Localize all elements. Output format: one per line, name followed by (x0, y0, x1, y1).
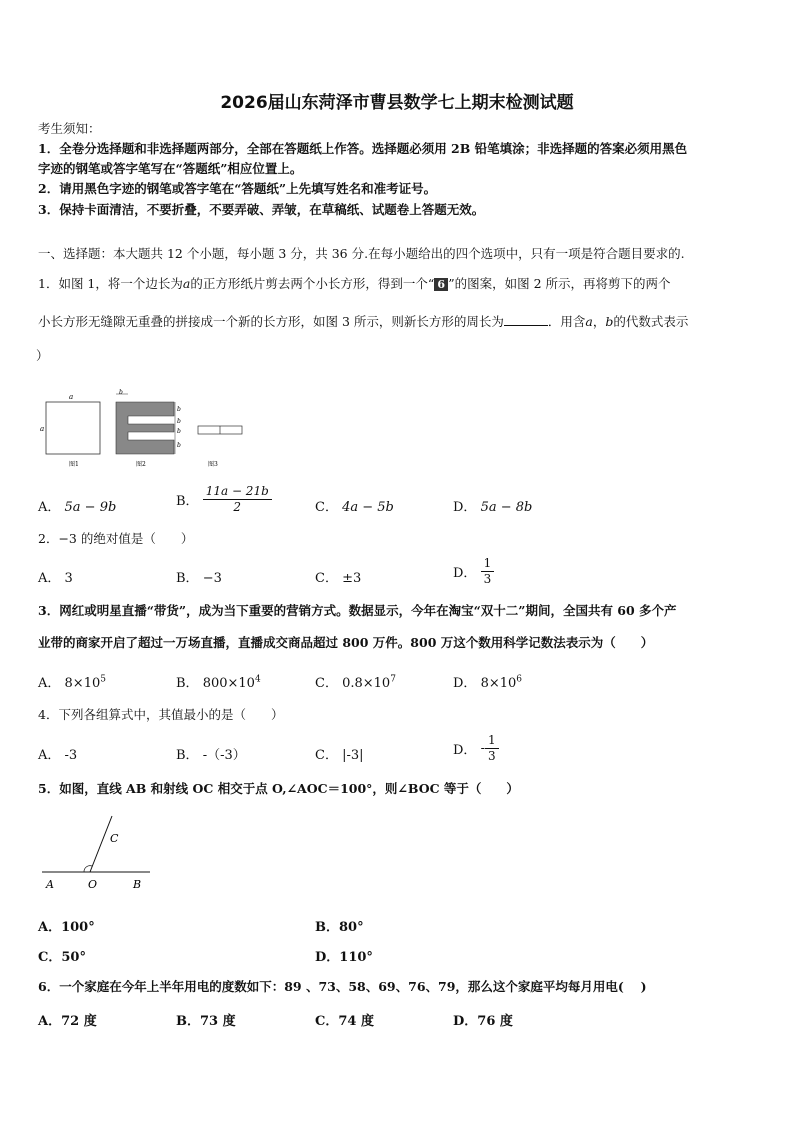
fig2-six-shape (116, 402, 174, 454)
answer-blank[interactable] (504, 313, 548, 326)
q1-option-c[interactable]: C． 4a − 5b (315, 500, 394, 515)
q1-text-2b: ．用含 (547, 314, 586, 329)
q5-option-d[interactable]: D．110° (315, 950, 373, 965)
label-a: A (46, 878, 54, 891)
q5-figure (38, 812, 158, 894)
q2-option-d[interactable]: D． $\frac{1}{3}$ (453, 556, 494, 587)
q3-option-c[interactable]: C． $0.8\times 10^7$ (315, 674, 396, 691)
q1-option-a[interactable]: A． 5a − 9b (38, 500, 117, 515)
q1-option-b[interactable]: B． $\frac{11a - 21b}{2}$ (176, 484, 272, 515)
q1-text-2c: 的代数式表示 (613, 314, 689, 329)
q6-option-d[interactable]: D．76 度 (453, 1014, 513, 1029)
fig2-label-b-3: b (177, 418, 181, 425)
q1-option-d[interactable]: D． 5a − 8b (453, 500, 533, 515)
q2-stem: 2．−3 的绝对值是（ ） (38, 531, 194, 546)
q3-option-d[interactable]: D． $8\times 10^6$ (453, 674, 523, 691)
q2-option-b[interactable]: B． −3 (176, 571, 222, 586)
label-o: O (88, 878, 98, 891)
fig2-label-b-top: b (119, 389, 123, 396)
q1-var-b: b (605, 314, 614, 329)
fig2-label-b-4: b (177, 428, 181, 435)
notice-item-1a: 1．全卷分选择题和非选择题两部分，全部在答题纸上作答。选择题必须用 2B 铅笔填涂；非选择题的答案必须用黑色 (38, 141, 688, 156)
fig1-square (46, 402, 100, 454)
q6-stem: 6．一个家庭在今年上半年用电的度数如下：89 、73、58、69、76、79，那么这个家庭平均每月用电( ) (38, 979, 647, 994)
q2-option-c[interactable]: C． ±3 (315, 571, 362, 586)
q3-option-a[interactable]: A． $8\times 10^5$ (38, 674, 106, 691)
notice-heading: 考生须知： (38, 121, 101, 136)
q1-var-a: a (182, 276, 191, 291)
section-heading: 一、选择题：本大题共 12 个小题，每小题 3 分，共 36 分.在每小题给出的四个选项中，只有一项是符合题目要求的. (38, 246, 685, 261)
fig2-label-b-2: b (177, 406, 181, 413)
ray-oc (90, 816, 112, 872)
notice-item-2: 2．请用黑色字迹的钢笔或答字笔在“答题纸”上先填写姓名和准考证号。 (38, 181, 437, 196)
fig1-label-a-left: a (40, 425, 45, 433)
fig3-caption: 图3 (208, 461, 218, 468)
six-shape-icon: 6 (434, 278, 448, 291)
label-b: B (133, 878, 142, 891)
q5-option-a[interactable]: A．100° (38, 920, 95, 935)
q4-option-d[interactable]: D． - $\frac{1}{3}$ (453, 733, 499, 764)
label-c: C (110, 832, 119, 845)
q5-option-b[interactable]: B．80° (315, 920, 364, 935)
q5-stem: 5．如图，直线 AB 和射线 OC 相交于点 O,∠AOC＝100°，则∠BOC 等于（ ） (38, 781, 519, 796)
notice-item-1b: 字迹的钢笔或答字笔写在“答题纸”相应位置上。 (38, 161, 303, 176)
q1-text-1a: 1．如图 1，将一个边长为 (38, 276, 183, 291)
notice-item-3: 3．保持卡面清洁，不要折叠，不要弄破、弄皱，在草稿纸、试题卷上答题无效。 (38, 202, 485, 217)
q6-option-a[interactable]: A．72 度 (38, 1014, 97, 1029)
q1-line-2 (38, 313, 688, 331)
q1-text-2a: 小长方形无缝隙无重叠的拼接成一个新的长方形，如图 3 所示，则新长方形的周长为 (38, 314, 504, 329)
q1-text-1b: 的正方形纸片剪去两个小长方形，得到一个“ (190, 276, 435, 291)
q1-text-1c: ”的图案，如图 2 所示，再将剪下的两个 (448, 276, 671, 291)
fig2-label-b-5: b (177, 442, 181, 449)
q3-line-2: 业带的商家开启了超过一万场直播，直播成交商品超过 800 万件。800 万这个数用科学记数法表示为（ ） (38, 635, 654, 650)
page-title: 2026届山东菏泽市曹县数学七上期末检测试题 (220, 93, 574, 113)
q4-stem: 4．下列各组算式中，其值最小的是（ ） (38, 707, 284, 722)
q1-comma: ， (592, 314, 606, 329)
q6-option-c[interactable]: C．74 度 (315, 1014, 374, 1029)
q5-option-c[interactable]: C．50° (38, 950, 86, 965)
fig1-caption: 图1 (69, 461, 79, 468)
fig2-caption: 图2 (136, 461, 146, 468)
fig1-label-a-top: a (69, 393, 74, 401)
q3-option-b[interactable]: B． $800\times 10^4$ (176, 674, 261, 691)
q1-figure (36, 388, 256, 470)
q6-option-b[interactable]: B．73 度 (176, 1014, 236, 1029)
q1-line-3: ） (36, 348, 49, 363)
q1-line-1 (38, 275, 671, 293)
q3-line-1: 3．网红或明星直播“带货”，成为当下重要的营销方式。数据显示，今年在淘宝“双十二”期间，全国共有 60 多个产 (38, 603, 677, 618)
q4-option-b[interactable]: B． -（-3） (176, 748, 246, 763)
q4-option-c[interactable]: C． |-3| (315, 748, 364, 763)
q2-option-a[interactable]: A． 3 (38, 571, 73, 586)
q4-option-a[interactable]: A． -3 (38, 748, 78, 763)
q1-var-a2: a (585, 314, 593, 329)
